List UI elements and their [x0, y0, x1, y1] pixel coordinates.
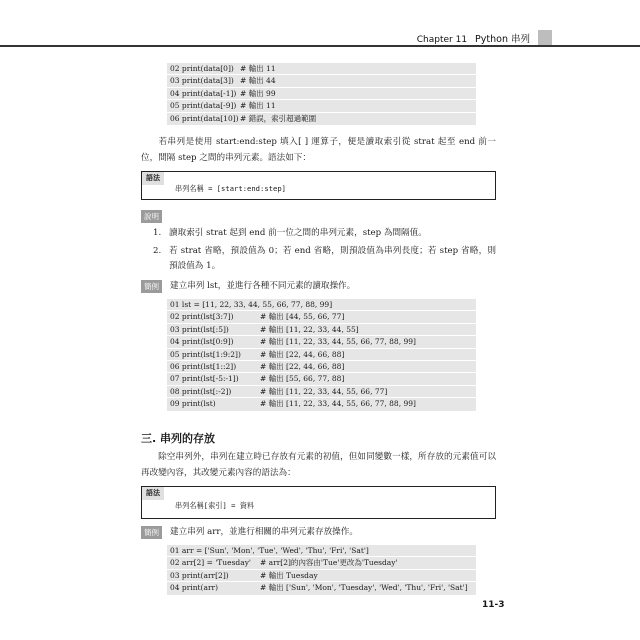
syntax-box-slice — [141, 171, 496, 200]
example-description: 建立串列 arr，並進行相關的串列元素存放操作。 — [170, 527, 358, 537]
header-rule — [0, 45, 640, 47]
note-badge: 說明 — [141, 210, 162, 223]
code-line: 02 print(lst[3:7]) # 輸出 [44, 55, 66, 77] — [167, 311, 476, 323]
syntax-label: 語法 — [142, 487, 164, 500]
paragraph-store-intro: 除空串列外，串列在建立時已存放有元素的初值，但如同變數一樣，所存放的元素值可以再改變內容，其改變元素內容的語法為： — [141, 452, 496, 478]
code-block-slice-examples — [167, 299, 476, 411]
chapter-title: Python 串列 — [475, 34, 530, 45]
page-number: 11-3 — [482, 600, 505, 610]
syntax-text: 串列名稱 = [start:end:step] — [175, 184, 286, 193]
code-line: 02 arr[2] = 'Tuesday' # arr[2]的內容由'Tue'更改為'Tuesday' — [167, 557, 476, 569]
section-heading: 三. 串列的存放 — [141, 432, 216, 445]
code-line: 08 print(lst[:-2]) # 輸出 [11, 22, 33, 44, 55, 66, 77] — [167, 386, 476, 398]
code-line: 05 print(data[-9]) # 輸出 11 — [167, 100, 476, 112]
code-block-index-access — [167, 63, 476, 125]
code-line: 03 print(data[3]) # 輸出 44 — [167, 75, 476, 87]
code-line: 06 print(lst[1::2]) # 輸出 [22, 44, 66, 88] — [167, 361, 476, 373]
code-line: 04 print(lst[0:9]) # 輸出 [11, 22, 33, 44, 55, 66, 77, 88, 99] — [167, 336, 476, 348]
code-line: 07 print(lst[-5:-1]) # 輸出 [55, 66, 77, 88] — [167, 373, 476, 385]
code-line: 05 print(lst[1:9:2]) # 輸出 [22, 44, 66, 88] — [167, 349, 476, 361]
code-block-assign-examples — [167, 545, 476, 595]
list-item: 2. 若 strat 省略，預設值為 0；若 end 省略，則預設值為串列長度；若 step 省略，則預設值為 1。 — [153, 246, 496, 271]
code-line: 06 print(data[10]) # 錯誤，索引超過範圍 — [170, 113, 317, 123]
example-description: 建立串列 lst，並進行各種不同元素的讀取操作。 — [170, 281, 356, 291]
code-line: 02 print(data[0]) # 輸出 11 — [167, 63, 476, 75]
list-item: 1. 讀取索引 strat 起到 end 前一位之間的串列元素，step 為間隔值。 — [153, 228, 427, 238]
syntax-label: 語法 — [142, 172, 164, 185]
code-line: 01 lst = [11, 22, 33, 44, 55, 66, 77, 88, 99] — [167, 299, 476, 311]
code-line: 04 print(arr) # 輸出 ['Sun', 'Mon', 'Tuesday', 'Wed', 'Thu', 'Fri', 'Sat'] — [170, 583, 468, 593]
chapter-header — [417, 31, 530, 45]
syntax-text: 串列名稱[索引] = 資料 — [175, 501, 255, 510]
chapter-tab-marker — [538, 30, 552, 46]
example-badge: 簡例 — [141, 526, 162, 539]
example-badge: 簡例 — [141, 280, 162, 293]
paragraph-slice-intro: 若串列是使用 start:end:step 填入[ ] 運算子，便是讀取索引從 strat 起至 end 前一位，間隔 step 之間的串列元素。語法如下： — [141, 137, 496, 163]
code-line: 04 print(data[-1]) # 輸出 99 — [167, 88, 476, 100]
code-line: 01 arr = ['Sun', 'Mon', 'Tue', 'Wed', 'Thu', 'Fri', 'Sat'] — [167, 545, 476, 557]
syntax-box-assign — [141, 486, 496, 519]
code-line: 09 print(lst) # 輸出 [11, 22, 33, 44, 55, 66, 77, 88, 99] — [170, 399, 416, 409]
chapter-label: Chapter 11 — [416, 35, 468, 45]
notes-list — [153, 226, 496, 277]
code-line: 03 print(arr[2]) # 輸出 Tuesday — [167, 570, 476, 582]
code-line: 03 print(lst[:5]) # 輸出 [11, 22, 33, 44, 55] — [167, 324, 476, 336]
